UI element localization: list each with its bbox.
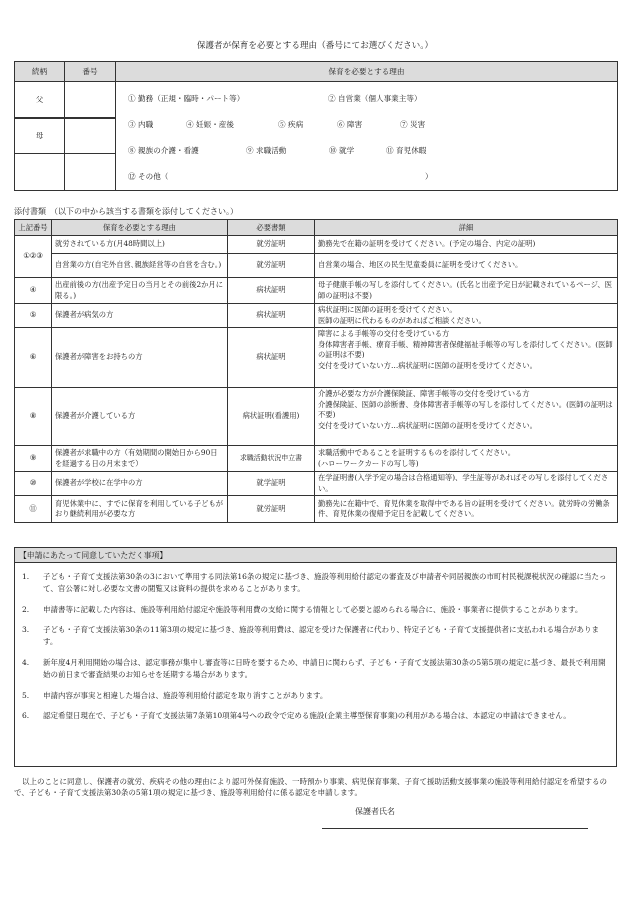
row-document: 求職活動状況申立書: [228, 446, 315, 472]
row-reason: 保護者が障害をお持ちの方: [52, 328, 228, 388]
header-reason: 保育を必要とする理由: [116, 62, 618, 82]
row-reason: 出産前後の方(出産予定日の当月とその前後2か月に限る。): [52, 278, 228, 304]
extra-number-field[interactable]: [65, 154, 116, 191]
table-row: [15, 278, 618, 304]
list-item: 2. 申請書等に記載した内容は、施設等利用給付認定や施設等利用費の支給に関する情報として必要と認められる場合に、施設・事業者に提供することがあります。: [22, 604, 583, 614]
docs-table-header: [15, 220, 618, 236]
row-detail: 自営業の場合、地区の民生児童委員に証明を受けてください。: [315, 254, 618, 278]
option-line-4: [128, 164, 617, 190]
row-document: 病状証明: [228, 328, 315, 388]
consent-list: [15, 563, 616, 722]
relation-father: 父: [15, 82, 65, 118]
reason-table: [14, 61, 618, 191]
row-reason: 就労されている方(月48時間以上): [52, 236, 228, 254]
table-row: [15, 496, 618, 523]
header-relation: 続柄: [15, 62, 65, 82]
header-detail: 詳細: [315, 220, 618, 236]
row-reason: 保護者が学校に在学中の方: [52, 472, 228, 496]
list-item: 3. 子ども・子育て支援法第30条の11第3項の規定に基づき、施設等利用費は、認定を受けた保護者に代わり、特定子ども・子育て支援提供者に支払われる場合があります。: [22, 625, 600, 647]
option-work: ① 勤務（正規・臨時・パート等）: [128, 94, 245, 103]
option-line-1: [128, 86, 617, 112]
reason-table-header: [15, 62, 618, 82]
list-item: 5. 申請内容が事実と相違した場合は、施設等利用給付認定を取り消すことがあります。: [22, 690, 328, 700]
docs-table: [14, 219, 618, 523]
signature-line[interactable]: [322, 828, 588, 829]
row-document: 病状証明: [228, 278, 315, 304]
row-detail: 母子健康手帳の写しを添付してください。(氏名と出産予定日が記載されているページ、医師の証明は不要): [315, 278, 618, 304]
row-number: ①②③: [15, 236, 52, 278]
row-reason: 保護者が介護している方: [52, 388, 228, 446]
option-self-employed: ② 自営業（個人事業主等）: [328, 94, 422, 103]
row-reason: 保護者が病気の方: [52, 304, 228, 328]
table-row: [15, 236, 618, 254]
option-pregnancy: ④ 妊娠・産後: [186, 120, 234, 129]
option-job-seeking: ⑨ 求職活動: [246, 146, 287, 155]
table-row: [15, 304, 618, 328]
table-row: [15, 254, 618, 278]
option-disaster: ⑦ 災害: [400, 120, 426, 129]
header-number: 上記番号: [15, 220, 52, 236]
option-line-2: [128, 112, 617, 138]
option-home-work: ③ 内職: [128, 120, 154, 129]
option-schooling: ⑩ 就学: [329, 146, 355, 155]
option-other-close: ）: [425, 172, 433, 181]
row-detail: 勤務先に在籍中で、育児休業を取得中である旨の証明を受けてください。就労時の労働条件、育児休業の復帰予定日を記載してください。: [315, 496, 618, 523]
list-item: 4. 新年度4月利用開始の場合は、認定事務が集中し審査等に日時を要するため、申請日に関わらず、子ども・子育て支援法第30条の5第5項の規定に基づき、最長で利用開始の前日まで審査結果のお知らせを延期する場合があります。: [22, 657, 606, 679]
row-number: ⑤: [15, 304, 52, 328]
option-nursing-care: ⑧ 親族の介護・看護: [128, 146, 199, 155]
row-number: ④: [15, 278, 52, 304]
row-detail: 在学証明書(入学予定の場合は合格通知等)、学生証等があればその写しを添付してください。: [315, 472, 618, 496]
header-reason: 保育を必要とする理由: [52, 220, 228, 236]
row-number: ⑥: [15, 328, 52, 388]
row-detail: 勤務先で在籍の証明を受けてください。(予定の場合、内定の証明): [315, 236, 618, 254]
consent-box: [14, 547, 617, 767]
table-row: [15, 328, 618, 388]
row-document: 就労証明: [228, 254, 315, 278]
list-item: 6. 認定希望日現在で、子ども・子育て支援法第7条第10項第4号への政令で定める施設(企業主導型保育事業)の利用がある場合は、本認定の申請はできません。: [22, 711, 571, 721]
row-detail: 障害による手帳等の交付を受けている方 身体障害者手帳、療育手帳、精神障害者保健福祉手帳等の写しを添付してください。(医師の証明は不要) 交付を受けていない方…病状証明に医師の証明を受けてください。: [315, 328, 618, 388]
header-document: 必要書類: [228, 220, 315, 236]
row-detail: 病状証明に医師の証明を受けてください。 医師の証明に代わるものがあればご相談ください。: [315, 304, 618, 328]
row-document: 就学証明: [228, 472, 315, 496]
option-other: ⑫ その他（: [128, 172, 169, 181]
docs-section-title: 添付書類 （以下の中から該当する書類を添付してください。）: [14, 207, 238, 216]
option-childcare-leave: ⑪ 育児休暇: [386, 146, 427, 155]
table-row: [15, 446, 618, 472]
row-document: 就労証明: [228, 496, 315, 523]
list-item: 1. 子ども・子育て支援法第30条の3において準用する同法第16条の規定に基づき、施設等利用給付認定の審査及び申請者や同居親族の市町村民税課税状況の確認に当たって、官公署に対し必要な文書の閲覧又は資料の提供を求めることがあります。: [22, 572, 607, 593]
signature-label: 保護者氏名: [355, 807, 395, 816]
option-line-3: [128, 138, 617, 164]
declaration-text: 以上のことに同意し、保護者の就労、疾病その他の理由により認可外保育施設、一時預かり事業、病児保育事業、子育て援助活動支援事業の施設等利用給付認定を希望するので、子ども・子育て支援法第30条の5第1項の規定に基づき、施設等利用給付に係る認定を申請します。: [14, 777, 607, 797]
row-number: ⑧: [15, 388, 52, 446]
row-detail: 求職活動中であることを証明するものを添付してください。 (ハローワークカードの写し等): [315, 446, 618, 472]
row-document: 病状証明: [228, 304, 315, 328]
father-number-field[interactable]: [65, 82, 116, 118]
row-reason: 育児休業中に、すでに保育を利用している子どもがおり継続利用が必要な方: [52, 496, 228, 523]
mother-number-field[interactable]: [65, 118, 116, 154]
consent-heading: 【申請にあたって同意していただく事項】: [15, 548, 616, 563]
header-number: 番号: [65, 62, 116, 82]
option-illness: ⑤ 疾病: [278, 120, 304, 129]
table-row: [15, 472, 618, 496]
row-number: ⑨: [15, 446, 52, 472]
reason-options: [116, 82, 618, 191]
relation-mother: 母: [15, 118, 65, 154]
row-reason: 保護者が求職中の方（有効期間の開始日から90日を経過する日の月末まで）: [52, 446, 228, 472]
row-number: ⑩: [15, 472, 52, 496]
row-reason: 自営業の方(自宅外自営､親族経営等の自営を含む｡): [52, 254, 228, 278]
row-number: ⑪: [15, 496, 52, 523]
option-disability: ⑥ 障害: [337, 120, 363, 129]
row-detail: 介護が必要な方が介護保険証、障害手帳等の交付を受けている方 介護保険証、医師の診断書、身体障害者手帳等の写しを添付してください。(医師の証明は不要) 交付を受けていない方…病状証明に医師の証明を受けてください。: [315, 388, 618, 446]
row-document: 病状証明(看護用): [228, 388, 315, 446]
reason-section-title: 保護者が保育を必要とする理由（番号にてお選びください。）: [196, 41, 434, 51]
table-row: [15, 388, 618, 446]
row-document: 就労証明: [228, 236, 315, 254]
